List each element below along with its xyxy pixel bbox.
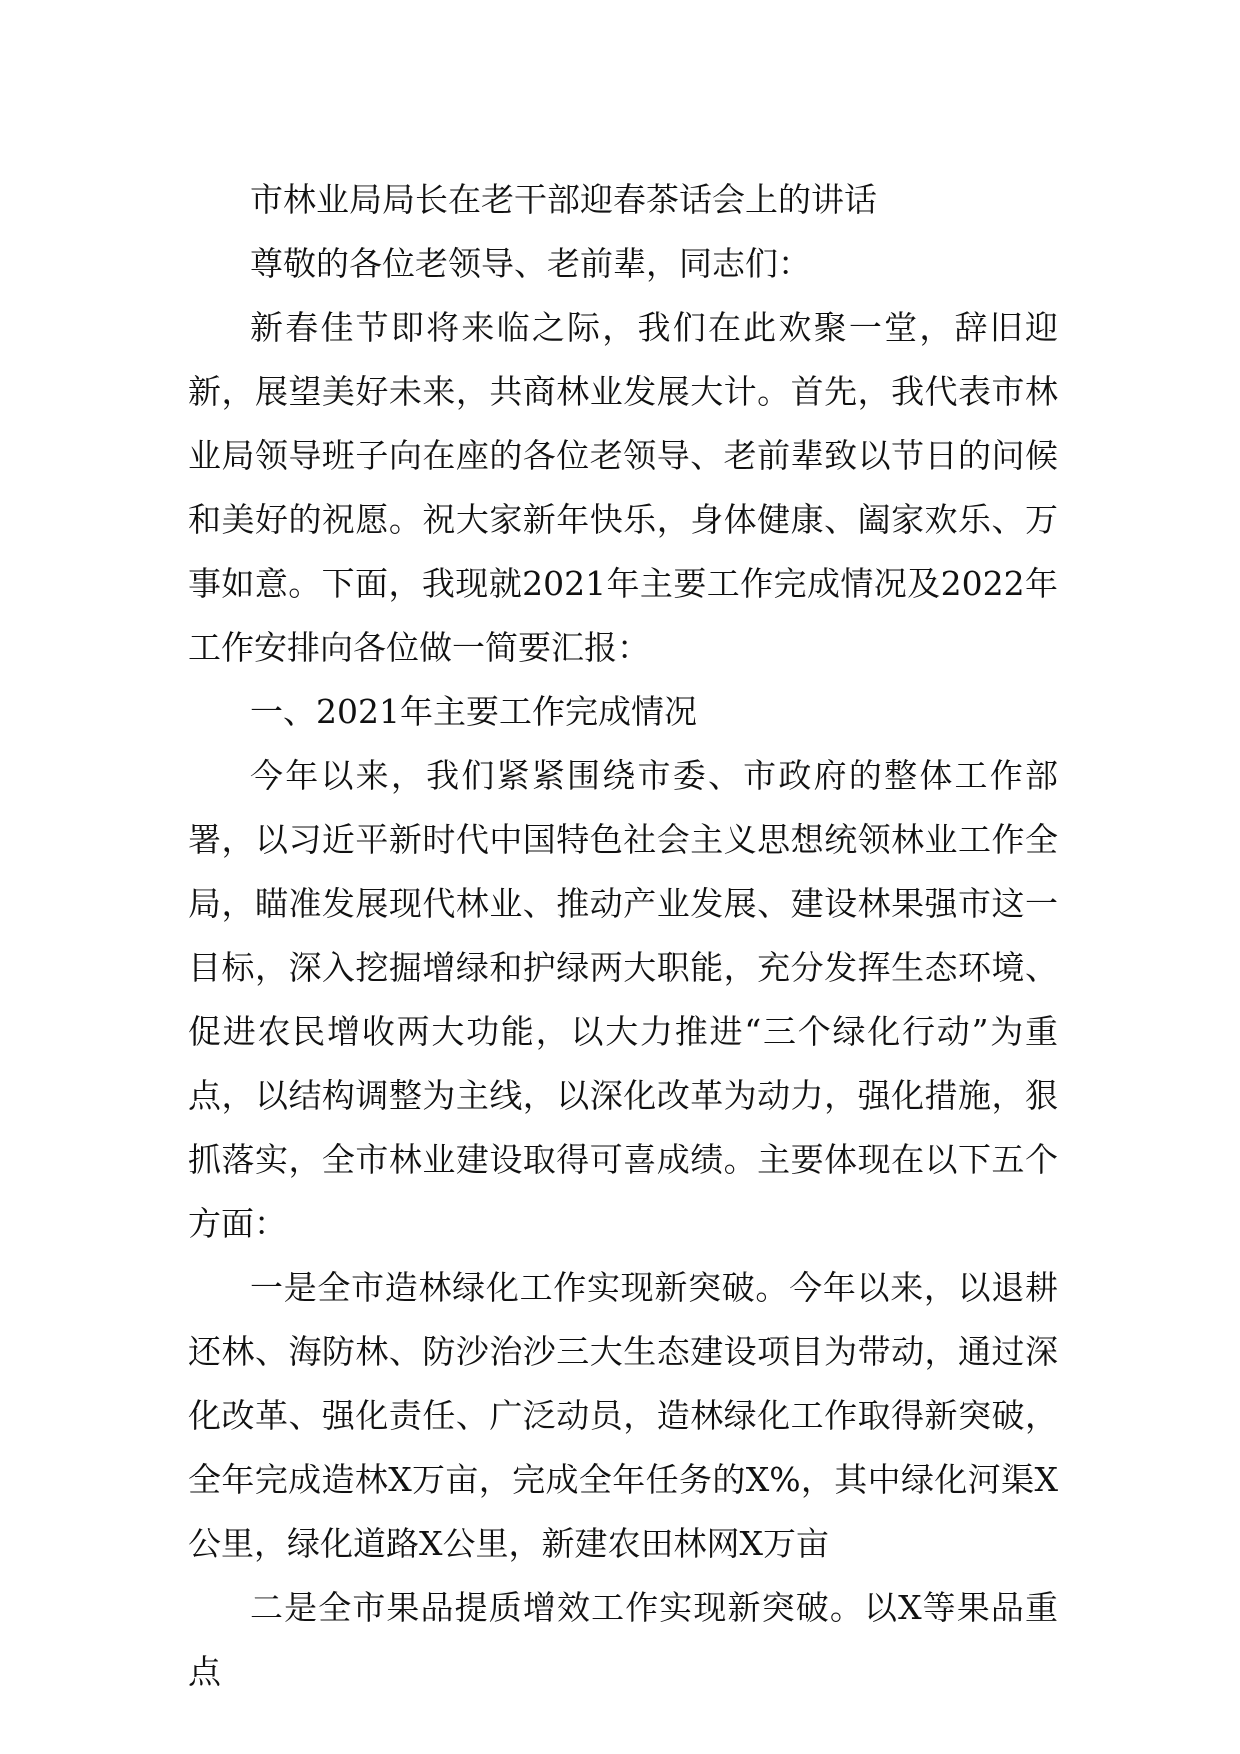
document-title: 市林业局局长在老干部迎春茶话会上的讲话 xyxy=(250,180,877,219)
section-heading: 一、2021年主要工作完成情况 xyxy=(250,692,697,731)
paragraph-overview: 今年以来，我们紧紧围绕市委、市政府的整体工作部署，以习近平新时代中国特色社会主义思想统领林业工作全局，瞄准发展现代林业、推动产业发展、建设林果强市这一目标，深入挖掘增绿和护绿两大职能，充分发挥生态环境、促进农民增收两大功能，以大力推进“三个绿化行动”为重点，以结构调整为主线，以深化改革为动力，强化措施，狠抓落实，全市林业建设取得可喜成绩。主要体现在以下五个方面： xyxy=(188,756,1058,1243)
salutation: 尊敬的各位老领导、老前辈，同志们： xyxy=(250,244,811,283)
document-body xyxy=(188,168,1058,1704)
paragraph-afforestation: 一是全市造林绿化工作实现新突破。今年以来，以退耕还林、海防林、防沙治沙三大生态建设项目为带动，通过深化改革、强化责任、广泛动员，造林绿化工作取得新突破，全年完成造林X万亩，完成全年任务的X%，其中绿化河渠X公里，绿化道路X公里，新建农田林网X万亩 xyxy=(188,1268,1058,1563)
paragraph-fruit: 二是全市果品提质增效工作实现新突破。以X等果品重点 xyxy=(188,1588,1058,1691)
paragraph-opening: 新春佳节即将来临之际，我们在此欢聚一堂，辞旧迎新，展望美好未来，共商林业发展大计。首先，我代表市林业局领导班子向在座的各位老领导、老前辈致以节日的问候和美好的祝愿。祝大家新年快乐，身体健康、阖家欢乐、万事如意。下面，我现就2021年主要工作完成情况及2022年工作安排向各位做一简要汇报： xyxy=(188,308,1058,667)
